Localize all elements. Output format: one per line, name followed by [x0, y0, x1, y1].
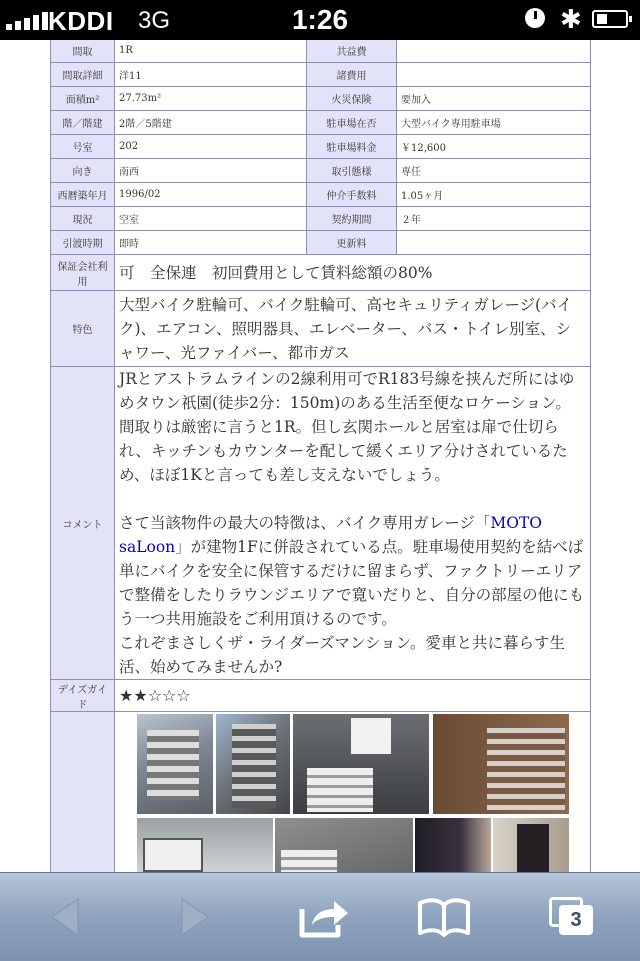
spec-value: 2階／5階建 — [115, 111, 307, 135]
spec-row — [51, 183, 591, 207]
spec-label: 面積m² — [51, 87, 115, 111]
spec-label: 取引態様 — [307, 159, 397, 183]
spec-value: 洋11 — [115, 63, 307, 87]
spec-label: 諸費用 — [307, 63, 397, 87]
comment-text: 」が建物1Fに併設されている点。駐車場使用契約を結べば単にバイクを安全に保管するだけに留まらず、ファクトリーエリアで整備をしたりラウンジエリアで寛いだりと、自分の部屋の他にもう一つ共用施設をご利用頂けるのです。 — [119, 538, 585, 628]
spec-label: 火災保険 — [307, 87, 397, 111]
network-type: 3G — [138, 7, 171, 34]
spec-label: 間取詳細 — [51, 63, 115, 87]
back-arrow-icon — [50, 897, 82, 937]
alarm-clock-icon — [525, 8, 545, 28]
spec-value: 空室 — [115, 207, 307, 231]
spec-label: 号室 — [51, 135, 115, 159]
bluetooth-icon: ✱ — [560, 4, 582, 34]
tabs-icon — [549, 897, 595, 937]
spec-value: 要加入 — [397, 87, 591, 111]
bookmarks-button[interactable] — [414, 891, 474, 943]
features-label: 特色 — [51, 291, 115, 367]
property-spec-table — [50, 40, 591, 872]
spec-label: 間取 — [51, 40, 115, 63]
guarantee-label: 保証会社利用 — [51, 255, 115, 291]
share-button[interactable] — [294, 891, 354, 943]
spec-label: 共益費 — [307, 40, 397, 63]
spec-label: 駐車場在否 — [307, 111, 397, 135]
comment-label: コメント — [51, 367, 115, 680]
spec-label: 現況 — [51, 207, 115, 231]
entrance-door-photo[interactable] — [415, 818, 491, 872]
spec-value: 大型バイク専用駐車場 — [397, 111, 591, 135]
bike-parking-photo[interactable] — [275, 818, 413, 872]
guide-row — [51, 680, 591, 712]
spec-value: 専任 — [397, 159, 591, 183]
spec-row — [51, 63, 591, 87]
garage-door-photo[interactable] — [433, 714, 569, 814]
garage-entrance-photo[interactable] — [293, 714, 429, 814]
comment-value — [115, 367, 591, 680]
clock-time: 1:26 — [291, 4, 349, 35]
spec-value: 27.73m² — [115, 87, 307, 111]
photo-label — [51, 712, 115, 873]
tabs-button[interactable] — [542, 891, 602, 943]
comment-text: さて当該物件の最大の特徴は、バイク専用ガレージ「 — [119, 514, 491, 532]
spec-label: 更新料 — [307, 231, 397, 255]
spec-value: 南西 — [115, 159, 307, 183]
photo-row — [51, 712, 591, 873]
forward-arrow-icon — [178, 897, 210, 937]
comment-paragraph-3 — [119, 511, 586, 631]
spec-row — [51, 207, 591, 231]
spec-label: 仲介手数料 — [307, 183, 397, 207]
guarantee-value: 可 全保連 初回費用として賃料総額の80% — [115, 255, 591, 291]
web-page[interactable] — [0, 40, 640, 872]
browser-toolbar — [0, 872, 640, 961]
spec-value — [397, 63, 591, 87]
spec-row — [51, 111, 591, 135]
spec-label: 階／階建 — [51, 111, 115, 135]
share-icon — [296, 895, 352, 939]
spec-label: 契約期間 — [307, 207, 397, 231]
forward-button[interactable] — [164, 891, 224, 943]
tabs-count: 3 — [559, 905, 593, 935]
guarantee-row — [51, 255, 591, 291]
spec-value: 1996/02 — [115, 183, 307, 207]
spec-value: 202 — [115, 135, 307, 159]
spec-label: 駐車場料金 — [307, 135, 397, 159]
photo-gallery — [115, 712, 591, 873]
spec-label: 西暦築年月 — [51, 183, 115, 207]
spec-row — [51, 135, 591, 159]
guide-rating: ★★☆☆☆ — [115, 680, 591, 712]
moto-saloon-link[interactable]: MOTO saLoon — [119, 514, 543, 556]
spec-value: ￥12,600 — [397, 135, 591, 159]
comment-paragraph-2: 間取りは厳密に言うと1R。但し玄関ホールと居室は扉で仕切られ、キッチンもカウンターを配して緩くエリア分けされているため、ほぼ1Kと言っても差し支えないでしょう。 — [119, 418, 568, 484]
spec-label: 向き — [51, 159, 115, 183]
spec-value: 即時 — [115, 231, 307, 255]
building-facade-photo[interactable] — [216, 714, 290, 814]
comment-row — [51, 367, 591, 680]
spec-value — [397, 40, 591, 63]
spec-value: ２年 — [397, 207, 591, 231]
spec-label: 引渡時期 — [51, 231, 115, 255]
spec-value: 1.05ヶ月 — [397, 183, 591, 207]
spec-value: 1R — [115, 40, 307, 63]
building-exterior-photo[interactable] — [137, 714, 213, 814]
comment-paragraph-4: これぞまさしくザ・ライダーズマンション。愛車と共に暮らす生活、始めてみませんか? — [119, 634, 566, 676]
comment-paragraph-1: JRとアストラムラインの2線利用可でR183号線を挟んだ所にはゆめタウン祇園(徒歩2分：150m)のある生活至便なロケーション。 — [119, 370, 575, 412]
spec-row — [51, 40, 591, 63]
hallway-door-photo[interactable] — [493, 818, 569, 872]
book-icon — [416, 897, 472, 937]
spec-value — [397, 231, 591, 255]
spec-row — [51, 159, 591, 183]
features-row — [51, 291, 591, 367]
spec-row — [51, 231, 591, 255]
back-button[interactable] — [36, 891, 96, 943]
battery-icon — [592, 10, 628, 28]
status-bar — [0, 0, 640, 40]
guide-label: デイズガイド — [51, 680, 115, 712]
spec-row — [51, 87, 591, 111]
carrier-name: KDDI — [48, 6, 114, 36]
garage-interior-photo[interactable] — [137, 818, 273, 872]
features-value: 大型バイク駐輪可、バイク駐輪可、高セキュリティガレージ(バイク)、エアコン、照明器具、エレベーター、バス・トイレ別室、シャワー、光ファイバー、都市ガス — [115, 291, 591, 367]
